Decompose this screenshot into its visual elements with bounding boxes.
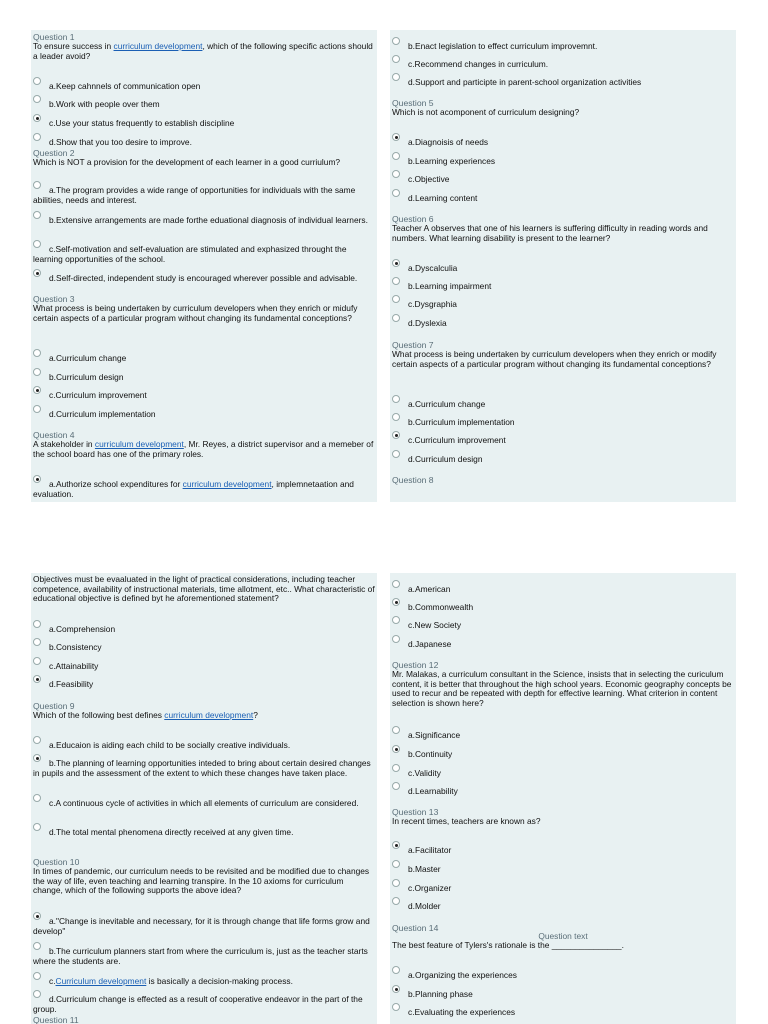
option-2c[interactable]: c.Self-motivation and self-evaluation are stimulated and exphasized throught the learning opportunities of the school. <box>33 245 373 264</box>
option-13a[interactable]: a.Facilitator <box>392 846 732 856</box>
radio-button[interactable] <box>33 990 41 998</box>
option-4c[interactable]: c.Recommend changes in curriculum. <box>392 60 732 70</box>
radio-button[interactable] <box>33 942 41 950</box>
radio-button-selected[interactable] <box>33 269 41 277</box>
radio-button[interactable] <box>33 972 41 980</box>
radio-button-selected[interactable] <box>33 386 41 394</box>
option-7d[interactable]: d.Curriculum design <box>392 455 732 465</box>
radio-button[interactable] <box>392 782 400 790</box>
question-number: Question 14 <box>392 923 439 933</box>
radio-button-selected[interactable] <box>392 431 400 439</box>
question-stem: Which of the following best defines curriculum development? <box>33 710 258 720</box>
question-number: Question 3 <box>33 294 75 304</box>
radio-button[interactable] <box>392 295 400 303</box>
question-number: Question 8 <box>392 475 434 485</box>
radio-button[interactable] <box>33 133 41 141</box>
question-number: Question 5 <box>392 98 434 108</box>
option-6b[interactable]: b.Learning impairment <box>392 282 732 292</box>
question-5 <box>390 98 736 118</box>
radio-button[interactable] <box>392 616 400 624</box>
quiz-column-top-right <box>390 30 736 502</box>
option-10b[interactable]: b.The curriculum planners start from where the curriculum is, just as the teacher starts where the students are. <box>33 947 373 966</box>
radio-button-selected[interactable] <box>392 259 400 267</box>
option-3c[interactable]: c.Curriculum improvement <box>33 391 373 401</box>
option-10a[interactable]: a."Change is inevitable and necessary, for it is through change that life forms grow and develop" <box>33 917 373 936</box>
question-number: Question 9 <box>33 701 75 711</box>
quiz-column-bottom-right <box>390 573 736 1024</box>
option-14b[interactable]: b.Planning phase <box>392 990 732 1000</box>
question-1 <box>31 32 377 61</box>
curriculum-development-link[interactable]: Curriculum development <box>55 976 147 986</box>
radio-button[interactable] <box>392 152 400 160</box>
option-4a[interactable]: a.Authorize school expenditures for curriculum development, implemnetaation and evaluation. <box>33 480 373 499</box>
question-text-heading: Question text <box>538 931 588 941</box>
option-1a[interactable]: a.Keep cahnnels of communication open <box>33 82 373 92</box>
option-2d[interactable]: d.Self-directed, independent study is encouraged wherever possible and advisable. <box>33 274 373 284</box>
radio-button[interactable] <box>392 726 400 734</box>
option-5a[interactable]: a.Diagnoisis of needs <box>392 138 732 148</box>
option-5c[interactable]: c.Objective <box>392 175 732 185</box>
option-11d[interactable]: d.Japanese <box>392 640 732 650</box>
option-7c[interactable]: c.Curriculum improvement <box>392 436 732 446</box>
option-7b[interactable]: b.Curriculum implementation <box>392 418 732 428</box>
option-14c[interactable]: c.Evaluating the experiences <box>392 1008 732 1018</box>
option-11c[interactable]: c.New Society <box>392 621 732 631</box>
radio-button[interactable] <box>33 95 41 103</box>
question-6 <box>390 214 736 243</box>
radio-button[interactable] <box>33 240 41 248</box>
option-4b[interactable]: b.Enact legislation to effect curriculum improvemnt. <box>392 42 732 52</box>
question-stem: Which is not acomponent of curriculum designing? <box>392 107 580 117</box>
question-stem: What process is being undertaken by curriculum developers when they enrich or modify certain aspects of a particular program without changing its fundamental conceptions? <box>392 349 717 369</box>
option-11b[interactable]: b.Commonwealth <box>392 603 732 613</box>
option-2b[interactable]: b.Extensive arrangements are made forthe eduational diagnosis of individual learners. <box>33 216 373 226</box>
radio-button[interactable] <box>33 405 41 413</box>
question-number: Question 2 <box>33 148 75 158</box>
radio-button[interactable] <box>33 211 41 219</box>
quiz-column-bottom-left <box>31 573 377 1024</box>
curriculum-development-link[interactable]: curriculum development <box>94 439 184 449</box>
option-6c[interactable]: c.Dysgraphia <box>392 300 732 310</box>
question-stem: Teacher A observes that one of his learners is suffering difficulty in reading words and numbers. What learning disability is present to the learner? <box>392 223 708 243</box>
question-number: Question 7 <box>392 340 434 350</box>
question-stem: Which is NOT a provision for the development of each learner in a good curriulum? <box>33 157 341 167</box>
question-14 <box>390 923 736 951</box>
radio-button[interactable] <box>392 860 400 868</box>
radio-button[interactable] <box>392 395 400 403</box>
question-3 <box>31 294 377 323</box>
option-13b[interactable]: b.Master <box>392 865 732 875</box>
radio-button[interactable] <box>392 37 400 45</box>
option-4d[interactable]: d.Support and participte in parent-school organization activities <box>392 78 732 88</box>
quiz-column-top-left <box>31 30 377 502</box>
option-8c[interactable]: c.Attainability <box>33 662 373 672</box>
radio-button[interactable] <box>33 823 41 831</box>
option-5b[interactable]: b.Learning experiences <box>392 157 732 167</box>
radio-button[interactable] <box>392 580 400 588</box>
radio-button[interactable] <box>392 55 400 63</box>
option-10c[interactable]: c.Curriculum development is basically a decision-making process. <box>33 977 373 987</box>
radio-button-selected[interactable] <box>33 912 41 920</box>
question-stem: What process is being undertaken by curriculum developers when they enrich or midufy certain aspects of a particular program without changing its fundamental conceptions? <box>33 303 358 323</box>
radio-button[interactable] <box>392 1003 400 1011</box>
option-6a[interactable]: a.Dyscalculia <box>392 264 732 274</box>
radio-button-selected[interactable] <box>33 675 41 683</box>
radio-button[interactable] <box>392 966 400 974</box>
option-9a[interactable]: a.Educaion is aiding each child to be socially creative individuals. <box>33 741 373 751</box>
curriculum-development-link[interactable]: curriculum development <box>113 41 203 51</box>
option-8d[interactable]: d.Feasibility <box>33 680 373 690</box>
question-9 <box>31 701 377 721</box>
question-number: Question 12 <box>392 660 439 670</box>
question-number: Question 11 <box>33 1015 79 1024</box>
radio-button-selected[interactable] <box>33 114 41 122</box>
option-7a[interactable]: a.Curriculum change <box>392 400 732 410</box>
question-stem: The best feature of Tylers's rationale is the _______________. <box>392 940 624 950</box>
option-1d[interactable]: d.Show that you too desire to improve. <box>33 138 373 148</box>
question-10 <box>31 857 377 896</box>
option-10d[interactable]: d.Curriculum change is effected as a result of cooperative endeavor in the part of the group. <box>33 995 373 1014</box>
radio-button-selected[interactable] <box>392 133 400 141</box>
radio-button-selected[interactable] <box>392 985 400 993</box>
option-13d[interactable]: d.Molder <box>392 902 732 912</box>
curriculum-development-link[interactable]: curriculum development <box>182 479 272 489</box>
radio-button[interactable] <box>33 657 41 665</box>
option-6d[interactable]: d.Dyslexia <box>392 319 732 329</box>
question-8-header <box>390 475 736 485</box>
question-number: Question 4 <box>33 430 75 440</box>
question-stem: Mr. Malakas, a curriculum consultant in the Science, insists that in selecting the curiculum content, it is better that throughout the high school years. Economic geography concepts be used to recur and be repeated with depth for effective learning. What criterion in content selection is shown here? <box>392 669 732 708</box>
radio-button[interactable] <box>392 450 400 458</box>
option-12d[interactable]: d.Learnability <box>392 787 732 797</box>
radio-button[interactable] <box>33 181 41 189</box>
option-14a[interactable]: a.Organizing the experiences <box>392 971 732 981</box>
option-12b[interactable]: b.Continuity <box>392 750 732 760</box>
radio-button-selected[interactable] <box>392 841 400 849</box>
question-stem: A stakeholder in curriculum development, Mr. Reyes, a district supervisor and a memeber of the school board has one of the primary roles. <box>33 439 374 459</box>
radio-button-selected[interactable] <box>33 475 41 483</box>
radio-button[interactable] <box>392 635 400 643</box>
radio-button[interactable] <box>392 277 400 285</box>
option-1c[interactable]: c.Use your status frequently to establish discipline <box>33 119 373 129</box>
question-8 <box>31 575 377 604</box>
radio-button[interactable] <box>33 77 41 85</box>
question-11-header <box>31 1015 377 1024</box>
question-number: Question 1 <box>33 32 75 42</box>
question-2 <box>31 148 377 168</box>
question-number: Question 10 <box>33 857 80 867</box>
radio-button[interactable] <box>392 73 400 81</box>
option-12c[interactable]: c.Validity <box>392 769 732 779</box>
option-8a[interactable]: a.Comprehension <box>33 625 373 635</box>
radio-button[interactable] <box>392 170 400 178</box>
option-8b[interactable]: b.Consistency <box>33 643 373 653</box>
question-7 <box>390 340 736 369</box>
question-number: Question 13 <box>392 807 439 817</box>
question-4 <box>31 430 377 459</box>
question-stem: In recent times, teachers are known as? <box>392 816 541 826</box>
option-12a[interactable]: a.Significance <box>392 731 732 741</box>
option-13c[interactable]: c.Organizer <box>392 884 732 894</box>
option-9b[interactable]: b.The planning of learning opportunities inteded to bring about certain desired changes in pupils and the assessment of the extent to which these changes have taken place. <box>33 759 373 778</box>
radio-button[interactable] <box>392 897 400 905</box>
curriculum-development-link[interactable]: curriculum development <box>164 710 254 720</box>
radio-button[interactable] <box>392 413 400 421</box>
question-12 <box>390 660 736 708</box>
question-stem: Objectives must be evaaluated in the light of practical considerations, including teacher competence, availability of instructional materials, time allotment, etc.. What characteristic of educational objective is defined byt he aforementioned statement? <box>33 574 375 604</box>
radio-button[interactable] <box>392 314 400 322</box>
radio-button[interactable] <box>392 764 400 772</box>
option-3a[interactable]: a.Curriculum change <box>33 354 373 364</box>
option-11a[interactable]: a.American <box>392 585 732 595</box>
radio-button-selected[interactable] <box>33 754 41 762</box>
question-stem: To ensure success in curriculum development, which of the following specific actions should a leader avoid? <box>33 41 373 61</box>
option-3d[interactable]: d.Curriculum implementation <box>33 410 373 420</box>
radio-button[interactable] <box>33 736 41 744</box>
option-2a[interactable]: a.The program provides a wide range of opportunities for individuals with the same abilities, needs and interest. <box>33 186 373 205</box>
radio-button-selected[interactable] <box>392 745 400 753</box>
radio-button[interactable] <box>392 189 400 197</box>
option-1b[interactable]: b.Work with people over them <box>33 100 373 110</box>
radio-button[interactable] <box>33 620 41 628</box>
radio-button[interactable] <box>33 638 41 646</box>
radio-button[interactable] <box>33 794 41 802</box>
option-9d[interactable]: d.The total mental phenomena directly received at any given time. <box>33 828 373 838</box>
radio-button[interactable] <box>33 368 41 376</box>
option-5d[interactable]: d.Learning content <box>392 194 732 204</box>
radio-button[interactable] <box>392 879 400 887</box>
radio-button-selected[interactable] <box>392 598 400 606</box>
question-13 <box>390 807 736 827</box>
option-9c[interactable]: c.A continuous cycle of activities in which all elements of curriculum are considered. <box>33 799 373 809</box>
radio-button[interactable] <box>33 349 41 357</box>
option-3b[interactable]: b.Curriculum design <box>33 373 373 383</box>
question-stem: In times of pandemic, our curriculum needs to be revisited and be modified due to changes the way of life, even teaching and learning transpire. In the 10 axioms for curriculum change, which of the following supports the above idea? <box>33 866 370 896</box>
question-number: Question 6 <box>392 214 434 224</box>
